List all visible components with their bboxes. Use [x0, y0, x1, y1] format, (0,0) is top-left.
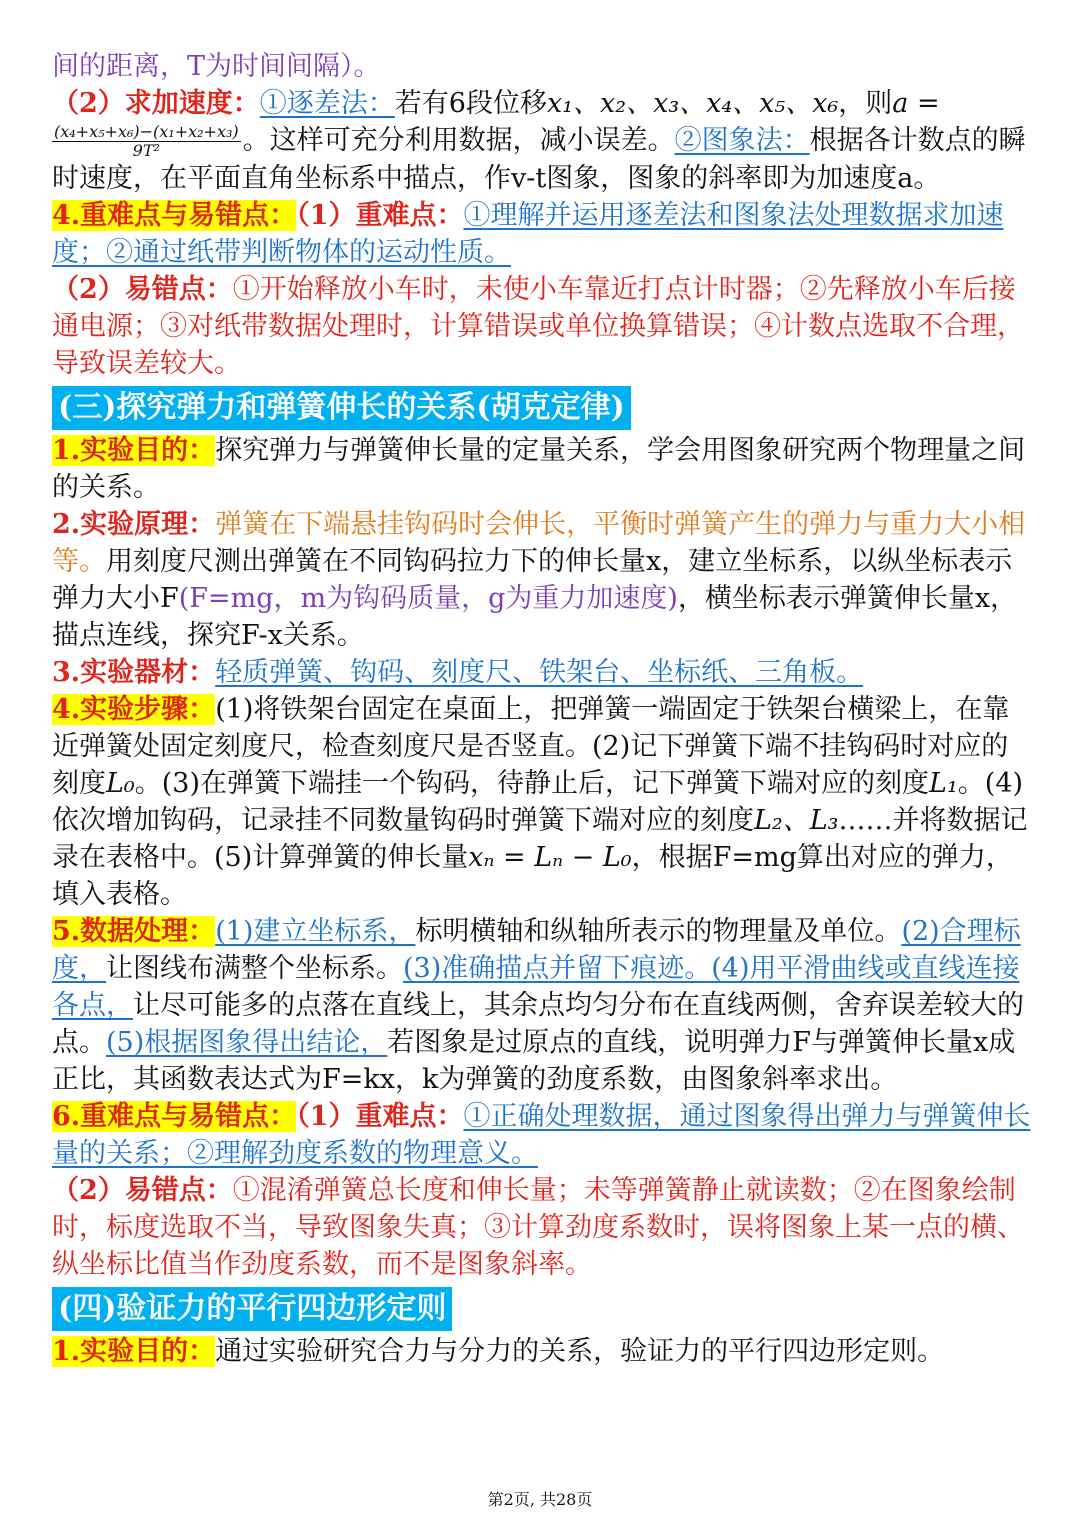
s3-L1: L₁ [929, 768, 958, 799]
s3-equipment-text: 轻质弹簧、钩码、刻度尺、铁架台、坐标纸、三角板。 [215, 657, 864, 688]
s3-data-text-1: 标明横轴和纵轴所表示的物理量及单位。 [415, 916, 902, 947]
s3-steps-text-3: 。(4)依次增加钩码，记录挂不同数量钩码时弹簧下端对应的刻度 [52, 768, 1024, 836]
s3-principle-paragraph [52, 506, 1032, 654]
s3-data-text-2: 让图线布满整个坐标系。 [106, 953, 403, 984]
acceleration-text-3: 。这样可充分利用数据，减小误差。 [242, 125, 675, 156]
error-heading: （2）易错点： [52, 274, 233, 305]
displacement-variables: x₁、x₂、x₃、x₄、x₅、x₆ [546, 88, 839, 119]
s3-data-step-4: (4)用平滑曲线或直线连接各点， [52, 953, 1020, 1021]
s3-steps-text-2: 。(3)在弹簧下端挂一个钩码，待静止后，记下弹簧下端对应的刻度 [134, 768, 930, 799]
s3-purpose-paragraph [52, 432, 1032, 506]
s3-data-step-2: (2)合理标度， [52, 916, 1021, 984]
acceleration-heading: （2）求加速度： [52, 88, 260, 119]
s3-key-point-heading: （1）重难点： [296, 1101, 464, 1132]
error-paragraph [52, 271, 1032, 382]
s4-purpose-text: 通过实验研究合力与分力的关系，验证力的平行四边形定则。 [215, 1336, 945, 1367]
method-difference-label: ①逐差法： [259, 88, 395, 119]
s3-error-text: ①混淆弹簧总长度和伸长量；未等弹簧静止就读数；②在图象绘制时，标度选取不当，导致图象失真；③计算劲度系数时，误将图象上某一点的横、纵坐标比值当作劲度系数，而不是图象斜率。 [52, 1175, 1024, 1280]
s3-data-text-4: 若图象是过原点的直线，说明弹力F与弹簧伸长量x成正比，其函数表达式为F=kx，k为弹簧的劲度系数，由图象斜率求出。 [52, 1027, 1016, 1095]
s3-principle-label: 2.实验原理： [52, 509, 216, 540]
s3-data-step-1: (1)建立坐标系， [215, 916, 416, 947]
s3-difficulty-paragraph [52, 1098, 1032, 1172]
section-4-title: (四)验证力的平行四边形定则 [52, 1287, 452, 1331]
s3-error-heading: （2）易错点： [52, 1175, 233, 1206]
s3-purpose-label: 1.实验目的： [52, 435, 216, 466]
s3-L0: L₀ [106, 768, 135, 799]
acceleration-text-4: 根据各计数点的瞬时速度，在平面直角坐标系中描点，作v-t图象，图象的斜率即为加速度a。 [52, 125, 1026, 194]
acceleration-text-2: ，则 [838, 88, 893, 119]
s3-equipment-paragraph [52, 654, 1032, 691]
section-3-title: (三)探究弹力和弹簧伸长的关系(胡克定律) [52, 386, 631, 430]
acceleration-text-1: 若有6段位移 [394, 88, 547, 119]
document-page [52, 48, 1032, 1370]
s3-principle-text-2: ，横坐标表示弹簧伸长量x，描点连线，探究F-x关系。 [52, 583, 1018, 651]
s3-steps-text-1: (1)将铁架台固定在桌面上，把弹簧一端固定于铁架台横梁上，在靠近弹簧处固定刻度尺，检查刻度尺是否竖直。(2)记下弹簧下端不挂钩码时对应的刻度 [52, 694, 1010, 799]
s4-purpose-label: 1.实验目的： [52, 1336, 216, 1367]
error-text: ①开始释放小车时，未使小车靠近打点计时器；②先释放小车后接通电源；③对纸带数据处理时，计算错误或单位换算错误；④计数点选取不合理，导致误差较大。 [52, 274, 1024, 379]
s3-error-paragraph [52, 1172, 1032, 1283]
s3-difficulty-label: 6.重难点与易错点： [52, 1101, 297, 1132]
difficulty-label: 4.重难点与易错点： [52, 200, 297, 231]
s3-extension-equation: xₙ = Lₙ − L₀ [468, 842, 632, 873]
s3-L2-L3: L₂、L₃ [754, 805, 839, 836]
s3-principle-purple: (F=mg，m为钩码质量，g为重力加速度) [178, 583, 678, 614]
s3-data-text-3: 让尽可能多的点落在直线上，其余点均匀分布在直线两侧，舍弃误差较大的点。 [52, 990, 1024, 1058]
method-graph-label: ②图象法： [674, 125, 810, 156]
fraction-denominator: 9T² [132, 141, 160, 160]
acceleration-fraction [52, 123, 241, 160]
s3-steps-paragraph [52, 691, 1032, 913]
acceleration-symbol: a = [892, 88, 940, 119]
s3-principle-orange: 弹簧在下端悬挂钩码时会伸长，平衡时弹簧产生的弹力与重力大小相等。 [52, 509, 1026, 577]
key-point-text: ①理解并运用逐差法和图象法处理数据求加速度；②通过纸带判断物体的运动性质。 [52, 200, 1004, 268]
s4-purpose-paragraph [52, 1333, 1032, 1370]
s3-purpose-text: 探究弹力与弹簧伸长量的定量关系，学会用图象研究两个物理量之间的关系。 [52, 435, 1026, 503]
s3-data-label: 5.数据处理： [52, 916, 216, 947]
s3-steps-text-4: ……并将数据记录在表格中。(5)计算弹簧的伸长量 [52, 805, 1028, 873]
s3-data-step-5: (5)根据图象得出结论， [106, 1027, 388, 1058]
s3-principle-text-1: 用刻度尺测出弹簧在不同钩码拉力下的伸长量x，建立坐标系，以纵坐标表示弹力大小F [52, 546, 1013, 614]
s3-data-step-3: (3)准确描点并留下痕迹。 [403, 953, 712, 984]
key-point-heading: （1）重难点： [296, 200, 464, 231]
difficulty-paragraph [52, 197, 1032, 271]
s3-data-paragraph [52, 913, 1032, 1098]
intro-line: 间的距离，T为时间间隔）。 [52, 51, 381, 82]
acceleration-paragraph [52, 85, 1032, 197]
s3-steps-text-5: ，根据F=mg算出对应的弹力，填入表格。 [52, 842, 1013, 910]
s3-equipment-label: 3.实验器材： [52, 657, 216, 688]
fraction-numerator: (x₄+x₅+x₆)−(x₁+x₂+x₃) [54, 122, 239, 141]
s3-steps-label: 4.实验步骤： [52, 694, 216, 725]
page-footer: 第2页, 共28页 [487, 1490, 593, 1509]
s3-key-point-text: ①正确处理数据，通过图象得出弹力与弹簧伸长量的关系；②理解劲度系数的物理意义。 [52, 1101, 1031, 1169]
